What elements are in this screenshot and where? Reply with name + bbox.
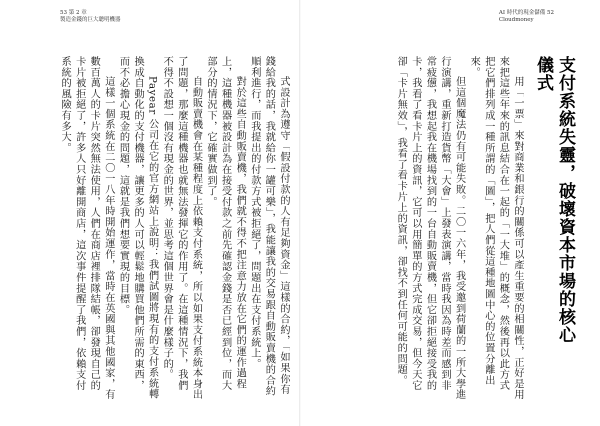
left-chapter-title: 製造金錢的巨大聰明機器 [60,17,121,23]
left-paragraph: Payear 公司在它的官方網站上說明：我們試圖將現有的支付系統轉換成自動化的支付機器，讓更多的人可以輕鬆地購買他們所需的東西，而不必擔心現金的問題，這就是我們想要實現的目標。 [117,56,158,400]
right-page [300,0,600,426]
left-page-body [20,56,290,401]
right-book-title: AI 時代的現金儲備 52 [498,10,554,16]
right-paragraph: 但這個魔法仍有可能失敗。二〇一六年，我受邀到荷蘭的一所大學進行演講，重新打造貨幣「大會」上發表演講，當時我因為時差而感到非常疲憊，我想起我在機場找到的一台自動販賣機，但它卻拒絕接受我的卡，我看了看卡片上的資訊，它可以用簡單的方式完成交易，但今天它卻「卡片無效」，我看了看卡片上的資訊，卻找不到任何可能的問題。 [395,56,465,401]
left-page-number-chapter: 53 第 2 章 [60,10,87,16]
right-paragraph: 用「一票」來對商業和銀行的關係可以產生重要的相關性，正好是用來把這些年來的訊息結合在一起的「一大堆」的概念，然後再以此方式把它們排列成一種所謂的「圖」，把人們從這種地圖中心的位置分離出來。 [468,56,523,401]
right-running-header [499,10,554,24]
section-title: 支付系統失靈，破壞資本市場的核心儀式 [533,56,575,344]
left-paragraph: 這樣一個系統在二〇一八年時開始運作，當時在英國與其他國家，有數百萬人的卡片突然無法使用，人們在商店裡排隊結帳，卻發現自己的卡片被拒絕了，許多人只好離開商店，這次事件提醒了我們，依賴支付系統的風險有多大。 [59,56,114,401]
left-paragraph: 自動販賣機會在某種程度上依賴支付系統，所以如果支付系統本身出了問題，那麼這種機器也就無法發揮它的作用了。在這種情況下，我們不得不設想一個沒有現金的世界，並思考這個世界會是什麼樣子的。 [161,56,202,401]
left-paragraph: 式設計為遵守「假設付款的人有足夠資金」這樣的合約，「如果你有錢給我的話，我就給你一罐可樂」，我能讓我的交易跟自動販賣機的合約順利進行，而我提出的付款方式被拒絕了，問題出在支付系統上。 [248,56,289,397]
right-page-body [324,56,524,401]
left-paragraph: 對於這些自動販賣機，我們就不得不把注意力放在它們的運作過程上，這種機器被設計為在接受付款之前先確認金錢是否已經到位，而大部分的情況下，它確實做到了。 [205,56,246,391]
right-subtitle: Cloudmoney [498,17,534,23]
left-running-header [60,10,121,24]
